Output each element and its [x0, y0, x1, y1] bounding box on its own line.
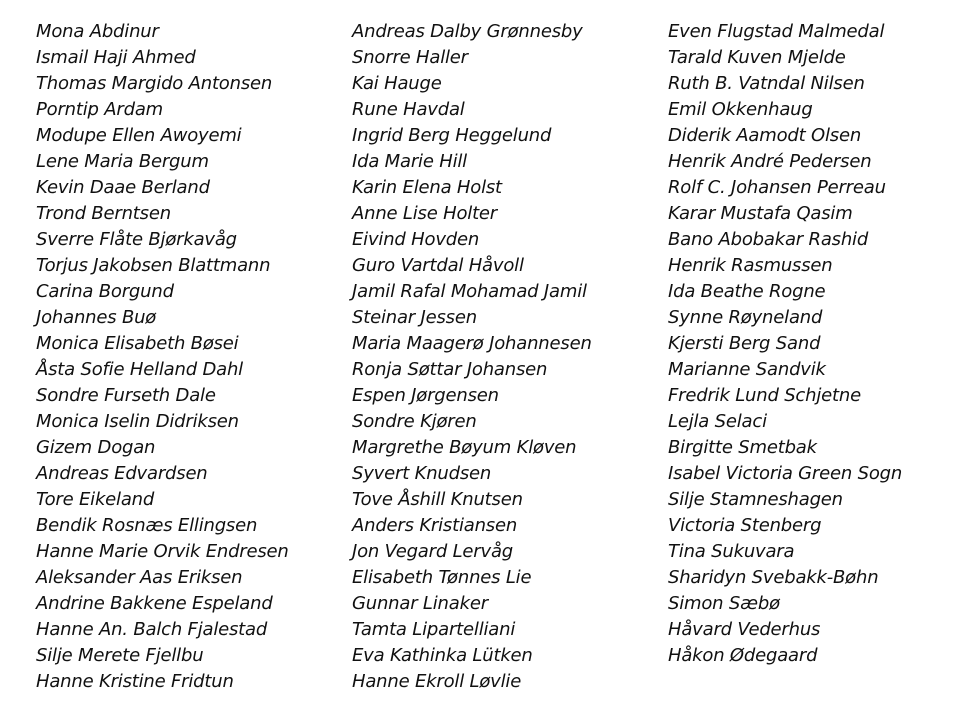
- name-entry: Silje Merete Fjellbu: [36, 645, 204, 666]
- name-entry: Håkon Ødegaard: [668, 645, 818, 666]
- name-entry: Eivind Hovden: [352, 229, 480, 250]
- name-entry: Rune Havdal: [352, 99, 465, 120]
- name-entry: Diderik Aamodt Olsen: [668, 125, 862, 146]
- name-entry: Sharidyn Svebakk-Bøhn: [668, 567, 879, 588]
- name-entry: Isabel Victoria Green Sogn: [668, 463, 903, 484]
- name-entry: Hanne Kristine Fridtun: [36, 671, 234, 692]
- name-entry: Bendik Rosnæs Ellingsen: [36, 515, 258, 536]
- name-entry: Åsta Sofie Helland Dahl: [36, 359, 243, 380]
- name-entry: Marianne Sandvik: [668, 359, 826, 380]
- name-entry: Andreas Dalby Grønnesby: [352, 21, 583, 42]
- name-entry: Andrine Bakkene Espeland: [36, 593, 273, 614]
- name-entry: Silje Stamneshagen: [668, 489, 843, 510]
- name-entry: Gunnar Linaker: [352, 593, 488, 614]
- name-entry: Victoria Stenberg: [668, 515, 822, 536]
- name-entry: Anders Kristiansen: [352, 515, 518, 536]
- name-entry: Tore Eikeland: [36, 489, 155, 510]
- name-entry: Thomas Margido Antonsen: [36, 73, 273, 94]
- name-entry: Lene Maria Bergum: [36, 151, 209, 172]
- name-entry: Mona Abdinur: [36, 21, 159, 42]
- name-entry: Gizem Dogan: [36, 437, 156, 458]
- name-entry: Andreas Edvardsen: [36, 463, 208, 484]
- name-entry: Ida Beathe Rogne: [668, 281, 826, 302]
- name-entry: Steinar Jessen: [352, 307, 477, 328]
- name-entry: Jamil Rafal Mohamad Jamil: [352, 281, 587, 302]
- name-entry: Monica Elisabeth Bøsei: [36, 333, 239, 354]
- name-entry: Guro Vartdal Håvoll: [352, 255, 524, 276]
- name-entry: Sondre Kjøren: [352, 411, 477, 432]
- name-entry: Hanne Ekroll Løvlie: [352, 671, 522, 692]
- name-entry: Even Flugstad Malmedal: [668, 21, 885, 42]
- name-entry: Birgitte Smetbak: [668, 437, 817, 458]
- name-entry: Emil Okkenhaug: [668, 99, 813, 120]
- name-entry: Espen Jørgensen: [352, 385, 499, 406]
- name-entry: Simon Sæbø: [668, 593, 780, 614]
- name-entry: Fredrik Lund Schjetne: [668, 385, 861, 406]
- name-entry: Tove Åshill Knutsen: [352, 489, 523, 510]
- name-entry: Rolf C. Johansen Perreau: [668, 177, 886, 198]
- name-entry: Håvard Vederhus: [668, 619, 821, 640]
- name-column-1: [36, 19, 289, 695]
- name-entry: Tina Sukuvara: [668, 541, 795, 562]
- name-entry: Snorre Haller: [352, 47, 468, 68]
- name-entry: Lejla Selaci: [668, 411, 767, 432]
- name-entry: Trond Berntsen: [36, 203, 171, 224]
- name-entry: Hanne Marie Orvik Endresen: [36, 541, 289, 562]
- name-entry: Carina Borgund: [36, 281, 174, 302]
- name-entry: Tamta Lipartelliani: [352, 619, 516, 640]
- name-entry: Karar Mustafa Qasim: [668, 203, 853, 224]
- name-entry: Hanne An. Balch Fjalestad: [36, 619, 268, 640]
- name-entry: Johannes Buø: [36, 307, 157, 328]
- name-entry: Margrethe Bøyum Kløven: [352, 437, 577, 458]
- name-entry: Henrik André Pedersen: [668, 151, 872, 172]
- name-entry: Karin Elena Holst: [352, 177, 502, 198]
- name-entry: Jon Vegard Lervåg: [352, 541, 513, 562]
- name-entry: Aleksander Aas Eriksen: [36, 567, 243, 588]
- name-column-3: [668, 19, 902, 669]
- name-entry: Ruth B. Vatndal Nilsen: [668, 73, 865, 94]
- name-entry: Maria Maagerø Johannesen: [352, 333, 592, 354]
- name-entry: Ida Marie Hill: [352, 151, 467, 172]
- name-entry: Kai Hauge: [352, 73, 442, 94]
- name-entry: Elisabeth Tønnes Lie: [352, 567, 532, 588]
- name-entry: Porntip Ardam: [36, 99, 163, 120]
- name-entry: Anne Lise Holter: [352, 203, 498, 224]
- name-entry: Monica Iselin Didriksen: [36, 411, 239, 432]
- name-entry: Syvert Knudsen: [352, 463, 492, 484]
- name-entry: Ingrid Berg Heggelund: [352, 125, 552, 146]
- name-entry: Sondre Furseth Dale: [36, 385, 216, 406]
- name-entry: Tarald Kuven Mjelde: [668, 47, 846, 68]
- name-entry: Ronja Søttar Johansen: [352, 359, 548, 380]
- name-entry: Kevin Daae Berland: [36, 177, 210, 198]
- name-entry: Sverre Flåte Bjørkavåg: [36, 229, 237, 250]
- name-entry: Synne Røyneland: [668, 307, 823, 328]
- name-column-2: [352, 19, 592, 695]
- name-entry: Kjersti Berg Sand: [668, 333, 821, 354]
- name-entry: Modupe Ellen Awoyemi: [36, 125, 242, 146]
- name-entry: Torjus Jakobsen Blattmann: [36, 255, 271, 276]
- name-entry: Eva Kathinka Lütken: [352, 645, 533, 666]
- name-entry: Bano Abobakar Rashid: [668, 229, 869, 250]
- name-entry: Ismail Haji Ahmed: [36, 47, 196, 68]
- name-entry: Henrik Rasmussen: [668, 255, 833, 276]
